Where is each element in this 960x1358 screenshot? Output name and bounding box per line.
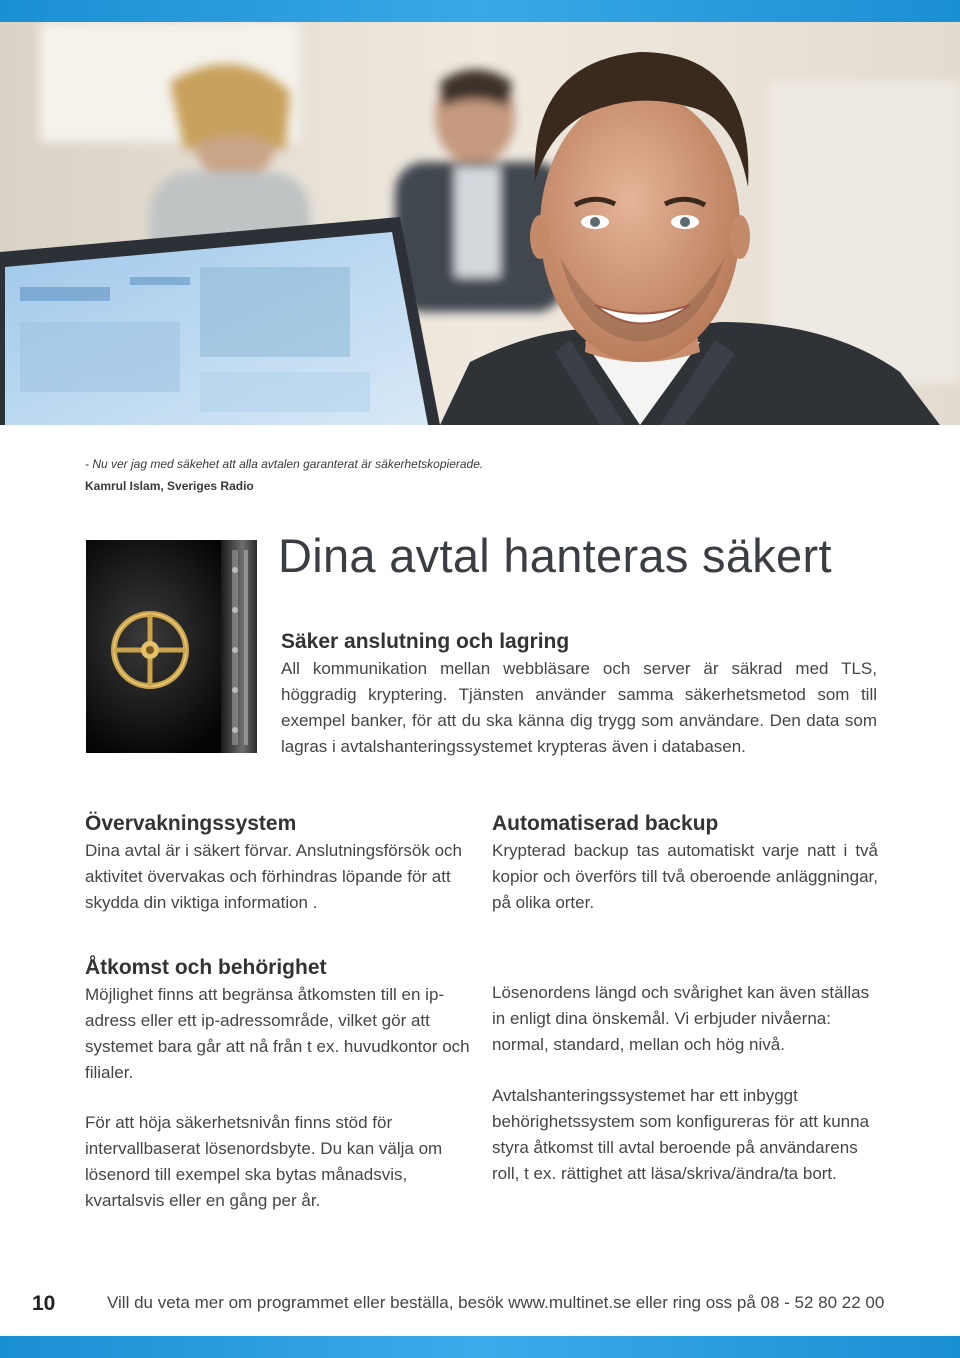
access-text-password-interval: För att höja säkerhetsnivån finns stöd för intervallbaserat lösenordsbyte. Du kan välja om lösenord till exempel ska bytas månadsvis, kvartalsvis eller en gång per år. [85,1113,443,1210]
testimonial-author: Kamrul Islam, Sveriges Radio [85,479,254,493]
monitoring-heading: Övervakningssystem [85,812,297,835]
backup-text: Krypterad backup tas automatiskt varje natt i två kopior och överförs till två oberoende anläggningar, på olika orter. [492,841,878,912]
vault-illustration [86,540,257,753]
access-heading: Åtkomst och behörighet [85,956,327,979]
page-title: Dina avtal hanteras säkert [278,529,832,582]
monitoring-text: Dina avtal är i säkert förvar. Anslutningsförsök och aktivitet övervakas och förhindras löpande för att skydda din viktiga information . [85,841,463,912]
hero-illustration [0,22,960,425]
footer-contact-text: Vill du veta mer om programmet eller beställa, besök www.multinet.se eller ring oss på 08 - 52 80 22 00 [107,1293,885,1312]
page-number: 10 [32,1292,56,1315]
access-text-permissions: Avtalshanteringssystemet har ett inbyggt behörighetssystem som konfigureras för att kunna styra åtkomst till avtal beroende på användarens roll, t ex. rättighet att läsa/skriva/ändra/ta bort. [492,1086,870,1183]
hero-photo [0,22,960,425]
backup-heading: Automatiserad backup [492,812,719,835]
access-text-ip: Möjlighet finns att begränsa åtkomsten till en ip-adress eller ett ip-adressområde, vilket gör att systemet bara går att nå från t ex. huvudkontor och filialer. [85,985,470,1082]
secure-connection-text: All kommunikation mellan webbläsare och server är säkrad med TLS, höggradig kryptering. Tjänsten använder samma säkerhetsmetod som till exempel banker, för att du ska känna dig trygg som användare. Den data som lagras i avtalshanteringssystemet krypteras även i databasen. [281,659,877,756]
bottom-accent-bar [0,1336,960,1358]
access-text-password-strength: Lösenordens längd och svårighet kan även ställas in enligt dina önskemål. Vi erbjuder nivåerna: normal, standard, mellan och hög nivå. [492,983,870,1054]
top-accent-bar [0,0,960,22]
vault-door-image [86,540,257,753]
secure-connection-heading: Säker anslutning och lagring [281,630,570,653]
testimonial-quote: - Nu ver jag med säkehet att alla avtalen garanterat är säkerhetskopierade. [85,457,484,471]
